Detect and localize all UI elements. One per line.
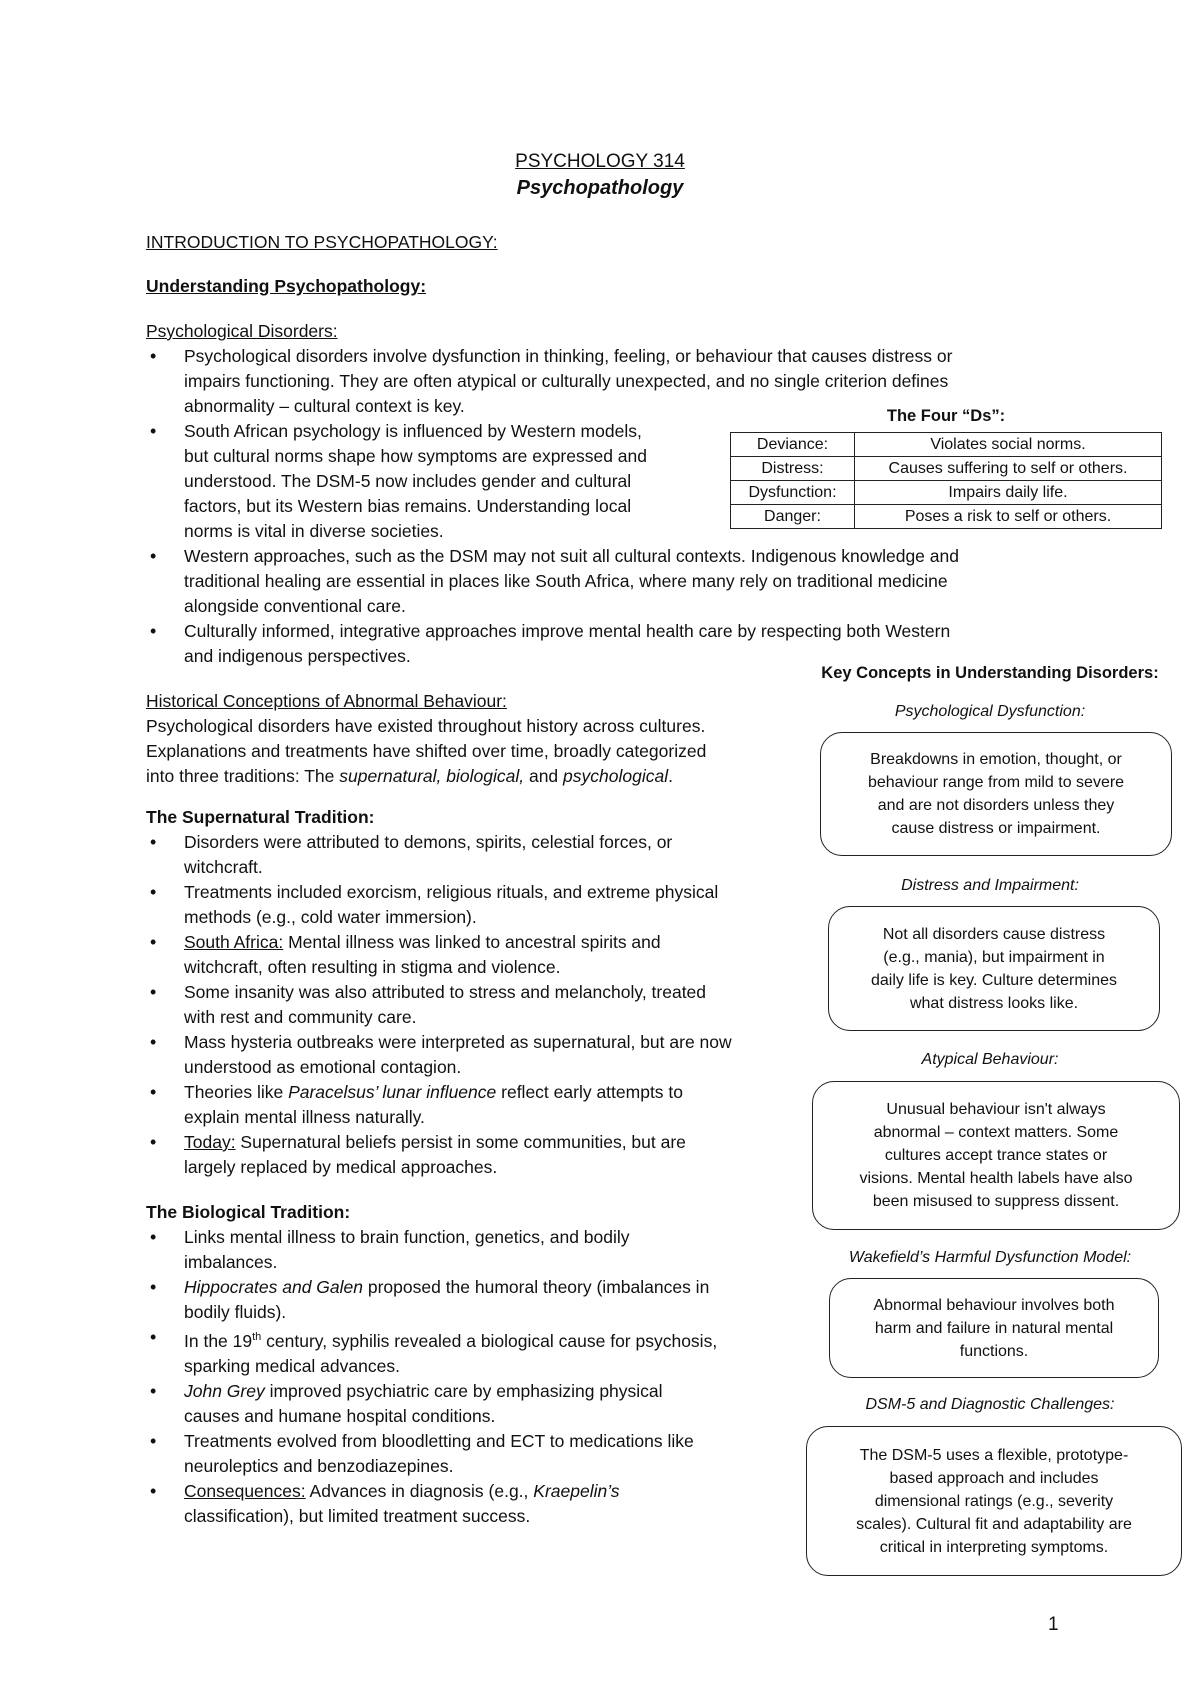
biological-heading: The Biological Tradition: — [146, 1202, 351, 1222]
page-number: 1 — [1048, 1614, 1059, 1635]
list-item: • Culturally informed, integrative approaches improve mental health care by respecting both Western and indigenous perspectives. — [146, 619, 1066, 669]
concept-box: The DSM-5 uses a flexible, prototype- based approach and includes dimensional ratings (e.g., severity scales). Cultural fit and adaptability are critical in interpreting symptoms. — [806, 1426, 1182, 1576]
intro-heading: INTRODUCTION TO PSYCHOPATHOLOGY: — [146, 232, 498, 252]
four-ds-table — [730, 432, 1162, 529]
list-item: • Treatments included exorcism, religious rituals, and extreme physical methods (e.g., cold water immersion). — [146, 880, 806, 930]
supernatural-heading: The Supernatural Tradition: — [146, 807, 375, 827]
list-item: • In the 19th century, syphilis revealed a biological cause for psychosis, sparking medical advances. — [146, 1325, 806, 1379]
page-header — [0, 148, 1200, 202]
list-item: • South Africa: Mental illness was linked to ancestral spirits and witchcraft, often resulting in stigma and violence. — [146, 930, 806, 980]
four-ds-title: The Four “Ds”: — [886, 407, 1006, 425]
list-item: • Disorders were attributed to demons, spirits, celestial forces, or witchcraft. — [146, 830, 806, 880]
list-item: • Consequences: Advances in diagnosis (e.g., Kraepelin’s classification), but limited treatment success. — [146, 1479, 806, 1529]
list-item: • Links mental illness to brain function, genetics, and bodily imbalances. — [146, 1225, 806, 1275]
table-row: Dysfunction: Impairs daily life. — [731, 481, 1162, 505]
list-item: • South African psychology is influenced by Western models, but cultural norms shape how symptoms are expressed and understood. The DSM-5 now includes gender and cultural factors, but its Western bias remains. Understanding local norms is vital in diverse societies. — [146, 419, 1066, 544]
list-item: • Hippocrates and Galen proposed the humoral theory (imbalances in bodily fluids). — [146, 1275, 806, 1325]
list-item: • Some insanity was also attributed to stress and melancholy, treated with rest and community care. — [146, 980, 806, 1030]
concept-heading: Atypical Behaviour: — [921, 1051, 1059, 1068]
list-item: • Psychological disorders involve dysfunction in thinking, feeling, or behaviour that causes distress or impairs functioning. They are often atypical or culturally unexpected, and no single criterion defines abnormality – cultural context is key. — [146, 344, 1066, 419]
course-title: PSYCHOLOGY 314 — [515, 151, 685, 172]
table-row: Distress: Causes suffering to self or others. — [731, 457, 1162, 481]
table-row: Danger: Poses a risk to self or others. — [731, 505, 1162, 529]
concept-box: Breakdowns in emotion, thought, or behaviour range from mild to severe and are not disorders unless they cause distress or impairment. — [820, 732, 1172, 856]
concept-heading: Psychological Dysfunction: — [894, 703, 1086, 720]
concept-box: Not all disorders cause distress (e.g., mania), but impairment in daily life is key. Culture determines what distress looks like. — [828, 906, 1160, 1031]
list-item: • Western approaches, such as the DSM may not suit all cultural contexts. Indigenous knowledge and traditional healing are essential in places like South Africa, where many rely on traditional medicine alongside conventional care. — [146, 544, 1066, 619]
table-row: Deviance: Violates social norms. — [731, 433, 1162, 457]
biological-section — [146, 1200, 806, 1529]
historical-section: Historical Conceptions of Abnormal Behaviour: Psychological disorders have existed throughout history across cultures. Explanations and treatments have shifted over time, broadly categorized into three traditions: The supernatural, biological, and psychological. — [146, 689, 796, 789]
key-concepts-title: Key Concepts in Understanding Disorders: — [821, 664, 1159, 682]
understanding-heading: Understanding Psychopathology: — [146, 276, 427, 296]
list-item: • Treatments evolved from bloodletting and ECT to medications like neuroleptics and benzodiazepines. — [146, 1429, 806, 1479]
subject-title: Psychopathology — [516, 177, 684, 199]
list-item: • John Grey improved psychiatric care by emphasizing physical causes and humane hospital conditions. — [146, 1379, 806, 1429]
historical-heading: Historical Conceptions of Abnormal Behaviour: — [146, 691, 507, 711]
concept-heading: Distress and Impairment: — [901, 877, 1079, 894]
list-item: • Mass hysteria outbreaks were interpreted as supernatural, but are now understood as emotional contagion. — [146, 1030, 806, 1080]
concept-heading: Wakefield’s Harmful Dysfunction Model: — [848, 1249, 1132, 1266]
concept-heading: DSM-5 and Diagnostic Challenges: — [865, 1396, 1115, 1413]
list-item: • Today: Supernatural beliefs persist in some communities, but are largely replaced by medical approaches. — [146, 1130, 806, 1180]
supernatural-section — [146, 805, 806, 1180]
list-item: • Theories like Paracelsus’ lunar influence reflect early attempts to explain mental illness naturally. — [146, 1080, 806, 1130]
concept-box: Unusual behaviour isn't always abnormal – context matters. Some cultures accept trance states or visions. Mental health labels have also been misused to suppress dissent. — [812, 1081, 1180, 1230]
psych-disorders-heading: Psychological Disorders: — [146, 321, 338, 341]
concept-box: Abnormal behaviour involves both harm and failure in natural mental functions. — [829, 1278, 1159, 1378]
